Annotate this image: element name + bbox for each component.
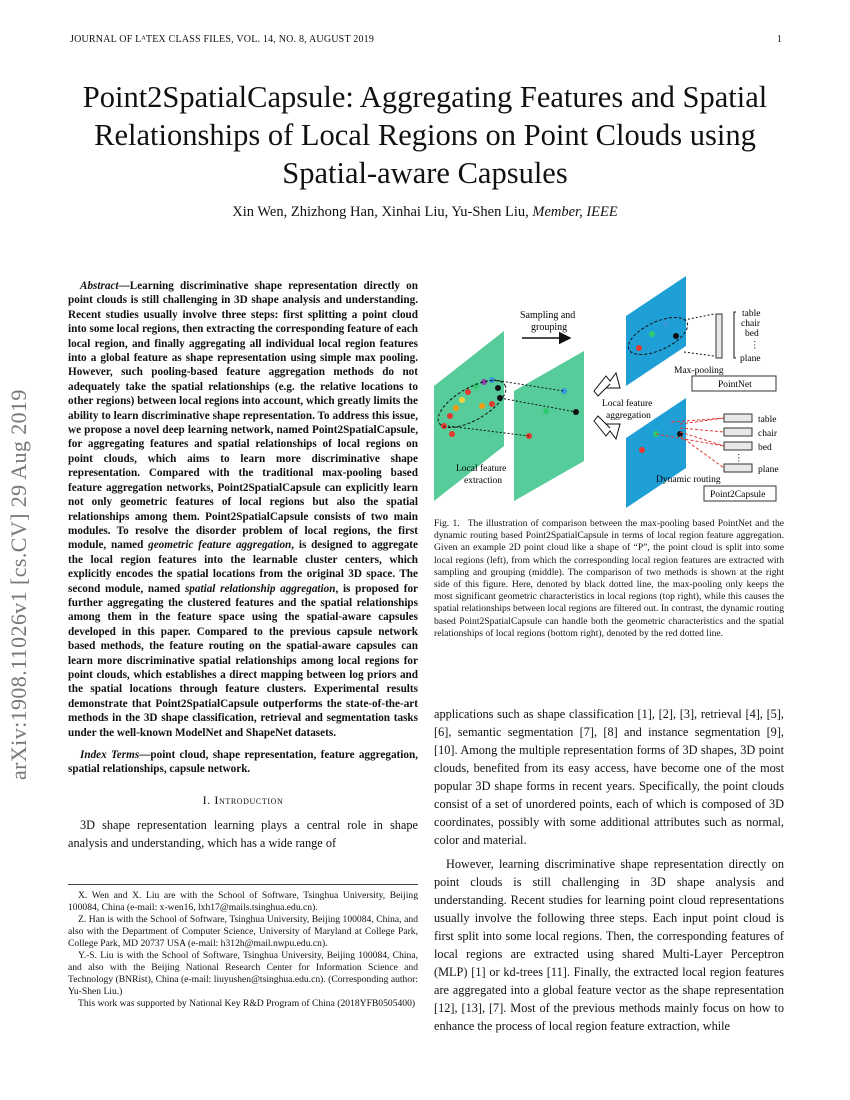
footnote-2: Z. Han is with the School of Software, Tsinghua University, Beijing 100084, China, and also with the Department of Computer Science, University of Maryland at College Park, College Park, MD 20737 USA (e-mail: h312h@mail.nwpu.edu.cn). <box>68 914 418 949</box>
intro-paragraph-2: However, learning discriminative shape representation directly on point clouds is still challenging in 3D shape analysis and understanding. Recent studies for learning point cloud representations usually involve the following three steps. Each input point cloud is first split into some local regions. Then, the corresponding features of local regions are extracted using shared Multi-Layer Perceptron (MLP) [1] or kd-trees [11]. Finally, the extracted local region features are aggregated into a global feature vector as the shape representation [12], [13], [7]. Most of the previous methods mainly focus on how to enhance the process of local region feature extraction, while <box>434 857 784 1033</box>
paper-title: Point2SpatialCapsule: Aggregating Features and Spatial Relationships of Local Regions on Point Clouds using Spatial-aware Capsules <box>82 80 768 190</box>
caption-text: The illustration of comparison between the max-pooling based PointNet and the dynamic routing based Point2SpatialCapsule in terms of local region feature aggregation. Given an example 2D point cloud like a shape of “P”, the point cloud is split into some local regions (left), from which the corresponding local region features are extracted with sampling and grouping (middle). The comparison of two methods is shown at the right side of this figure. Here, denoted by black dotted line, the max-pooling only keeps the most significant geometric characteristics in local regions (top right), while this causes the spatial relationships between local regions are filtered out. In contrast, the dynamic routing based Point2SpatialCapsule can handle both the geometric characteristics and the spatial relationships of local regions (bottom right), denoted by the red dotted line. <box>434 518 784 639</box>
figure-1 <box>434 276 784 508</box>
max-pooling-bar <box>716 314 722 358</box>
author-list <box>60 204 790 221</box>
caption-label: Fig. 1. <box>434 518 460 529</box>
abstract-text-2: , is designed to aggregate the local region features into the learnable cluster centers, which explicitly encodes the spatial locations from the original 3D space. The second module, named <box>68 539 418 595</box>
abstract-text-3: , is proposed for further aggregating the clustered features and the spatial relationships among them in the feature space using the spatial-aware capsules developed in this paper. Compared to the previous capsule network based methods, the feature routing on the spatial-aware capsules can learn more discriminative spatial relationships among local regions for point clouds, which establishes a direct mapping between log priors and the spatial locations through feature clusters. Experimental results demonstrate that Point2SpatialCapsule outperforms the state-of-the-art methods in the 3D shape classification, retrieval and segmentation tasks under the well-known ModelNet and ShapeNet datasets. <box>68 582 419 739</box>
footnote-4: This work was supported by National Key R&D Program of China (2018YFB0505400) <box>78 998 416 1009</box>
author-names: Xin Wen, Zhizhong Han, Xinhai Liu, Yu-Shen Liu, <box>232 204 529 220</box>
extraction-label-1: Local feature <box>456 464 507 474</box>
abstract-term-2: spatial relationship aggregation <box>184 582 336 595</box>
top-class-bed: bed <box>745 329 759 339</box>
figure-1-diagram <box>434 276 784 508</box>
top-class-dots: ⋮ <box>750 341 760 351</box>
bot-class-bed: bed <box>758 443 772 453</box>
bot-class-plane: plane <box>758 465 779 475</box>
top-class-chair: chair <box>741 319 760 329</box>
upper-split-arrow <box>594 373 620 396</box>
bot-class-chair: chair <box>758 429 777 439</box>
local-region-panel <box>514 351 584 501</box>
capsule-plane <box>724 464 752 472</box>
index-terms-label: Index Terms <box>80 749 140 761</box>
abstract <box>68 279 418 740</box>
section-heading-introduction: I. Introduction <box>202 792 284 807</box>
intro-paragraph: 3D shape representation learning plays a central role in shape analysis and understanding, which has a wide range of <box>68 817 418 850</box>
bot-class-dots: ⋮ <box>734 454 744 464</box>
bot-class-table: table <box>758 415 777 425</box>
intro-paragraph-continued: applications such as shape classification [1], [2], [3], retrieval [4], [5], [6], semantic segmentation [7], [8] and instance segmentation [9], [10]. Among the multiple representation forms of 3D shapes, 3D point clouds, benefited from its easy access, have become one of the most popular 3D shape forms in recent years. Specifically, the point clouds consist of a set of unordered points, each of which is composed of 3D coordinates, possibly with some additional attributes such as normal, color and material. <box>434 707 784 847</box>
footnote-3: Y.-S. Liu is with the School of Software, Tsinghua University, Beijing 100084, China, and also with the Beijing National Research Center for Information Science and Technology (BNRist), China (e-mail: liuyushen@tsinghua.edu.cn). (Corresponding author: Yu-Shen Liu.) <box>68 950 418 997</box>
sampling-label: Sampling and <box>520 310 576 321</box>
capsule-bed <box>724 442 752 450</box>
figure-1-caption <box>434 518 784 640</box>
abstract-term-1: geometric feature aggregation <box>148 539 292 552</box>
grouping-label: grouping <box>531 322 568 333</box>
index-terms <box>68 748 418 777</box>
top-class-table: table <box>742 309 761 319</box>
top-class-plane: plane <box>740 354 761 364</box>
journal-name: JOURNAL OF LᴬTEX CLASS FILES, VOL. 14, NO. 8, AUGUST 2019 <box>70 34 375 45</box>
abstract-label: Abstract <box>80 280 119 292</box>
index-terms-text: —point cloud, shape representation, feature aggregation, spatial relationships, capsule network. <box>68 749 418 776</box>
dynamic-routing-label: Dynamic routing <box>656 475 721 485</box>
max-pooling-label: Max-pooling <box>674 366 724 376</box>
pointnet-label: PointNet <box>718 380 752 390</box>
aggregation-label-1: Local feature <box>602 399 653 409</box>
page-number: 1 <box>776 34 782 45</box>
right-column-body <box>434 705 784 1035</box>
capsule-table <box>724 414 752 422</box>
abstract-text-1: —Learning discriminative shape representation directly on point clouds is still challenging in 3D shape analysis and understanding. Recent studies usually involve three steps: first splitting a point cloud into some local regions, then extracting the corresponding feature of each local region, and finally aggregating all individual local region features into a global feature as shape representation using simple max pooling. However, such pooling-based feature aggregation methods do not adequately take the spatial relationships (e.g. the relative locations to other regions) between local regions into account, which greatly limits the ability to learn discriminative shape representation. To address this issue, we propose a novel deep learning network, named Point2SpatialCapsule, for aggregating features and spatial relationships of local regions on point clouds, which aims to learn more discriminative shape representation. Compared with the traditional max-pooling based feature aggregation networks, Point2SpatialCapsule can explicitly learn not only geometric features of local regions but also the spatial relationships among them. Point2SpatialCapsule consists of two main modules. To resolve the disorder problem of local regions, the first module, named <box>68 280 418 552</box>
extraction-label-2: extraction <box>464 476 502 486</box>
author-membership: Member, IEEE <box>532 204 618 220</box>
footnotes <box>68 884 418 1010</box>
footnote-1: X. Wen and X. Liu are with the School of Software, Tsinghua University, Beijing 100084, China (e-mail: x-wen16, lxh17@mails.tsinghua.edu.cn). <box>68 890 418 913</box>
point2capsule-label: Point2Capsule <box>710 490 766 500</box>
aggregation-label-2: aggregation <box>606 411 651 421</box>
left-column <box>68 279 418 852</box>
arxiv-stamp: arXiv:1908.11026v1 [cs.CV] 29 Aug 2019 <box>6 389 31 780</box>
capsule-chair <box>724 428 752 436</box>
running-head <box>70 34 782 45</box>
